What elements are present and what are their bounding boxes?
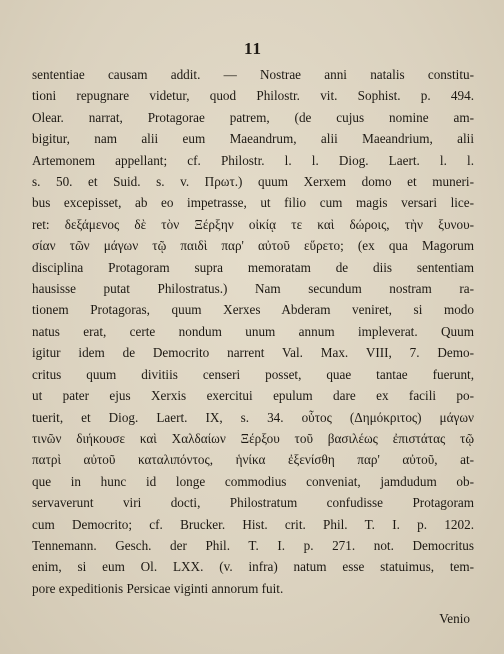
text-line: τινῶν διήκουσε καὶ Χαλδαίων Ξέρξου τοῦ βασιλέως ἐπιστάτας τῷ [32,430,474,446]
text-line: cum Democrito; cf. Brucker. Hist. crit. Phil. T. I. p. 1202. [32,516,474,532]
text-line: que in hunc id longe commodius conveniat, jamdudum ob- [32,473,474,489]
text-line: pore expeditionis Persicae viginti annorum fuit. [32,580,284,596]
text-line: bus excepisset, ab eo impetrasse, ut filio cum magis versari lice- [32,195,474,211]
text-line: tionem Protagoras, quum Xerxes Abderam veniret, si modo [32,302,474,318]
text-line: sententiae causam addit. — Nostrae anni natalis constitu- [32,67,474,82]
text-line: servaverunt viri docti, Philostratum confudisse Protagoram [32,495,474,511]
text-line: disciplina Protagoram supra memoratam de diis sententiam [32,259,474,275]
text-line: critus quum divitiis censeri posset, quae tantae fuerunt, [32,366,474,382]
text-line: tuerit, et Diog. Laert. IX, s. 34. οὗτος (Δημόκριτος) μάγων [32,409,474,425]
catchword: Venio [439,611,470,626]
text-line: πατρὶ αὐτοῦ καταλιπόντος, ἡνίκα ἐξενίσθη παρ' αὐτοῦ, at- [32,452,474,468]
text-line: hausisse putat Philostratus.) Nam secundum nostram ra- [32,281,474,297]
text-line: bigitur, nam alii eum Maeandrum, alii Maeandrium, alii [32,131,474,147]
page-number: 11 [243,39,263,58]
body-text [32,64,474,599]
text-line: σίαν τῶν μάγων τῷ παιδὶ παρ' αὐτοῦ εὕρετο; (ex qua Magorum [32,238,474,254]
text-line: ret: δεξάμενος δὲ τὸν Ξέρξην οἰκίᾳ τε καὶ δώροις, τὴν ξυνου- [32,216,474,232]
text-line: tioni repugnare videtur, quod Philostr. vit. Sophist. p. 494. [32,88,474,104]
text-line: enim, si eum Ol. LXX. (v. infra) natum esse statuimus, tem- [32,559,474,575]
text-line: Olear. narrat, Protagorae patrem, (de cujus nomine am- [32,109,474,125]
text-line: igitur idem de Democrito narrent Val. Max. VIII, 7. Demo- [32,345,474,361]
text-line: ut pater ejus Xerxis exercitui epulum dare ex facili po- [32,388,474,404]
text-line: natus erat, certe nondum unum annum impleverat. Quum [32,323,474,339]
text-line: Artemonem appellant; cf. Philostr. l. l. Diog. Laert. l. l. [32,152,474,168]
text-line: s. 50. et Suid. s. v. Πρωτ.) quum Xerxem domo et muneri- [32,174,474,190]
text-line: Tennemann. Gesch. der Phil. T. I. p. 271. not. Democritus [32,537,474,553]
